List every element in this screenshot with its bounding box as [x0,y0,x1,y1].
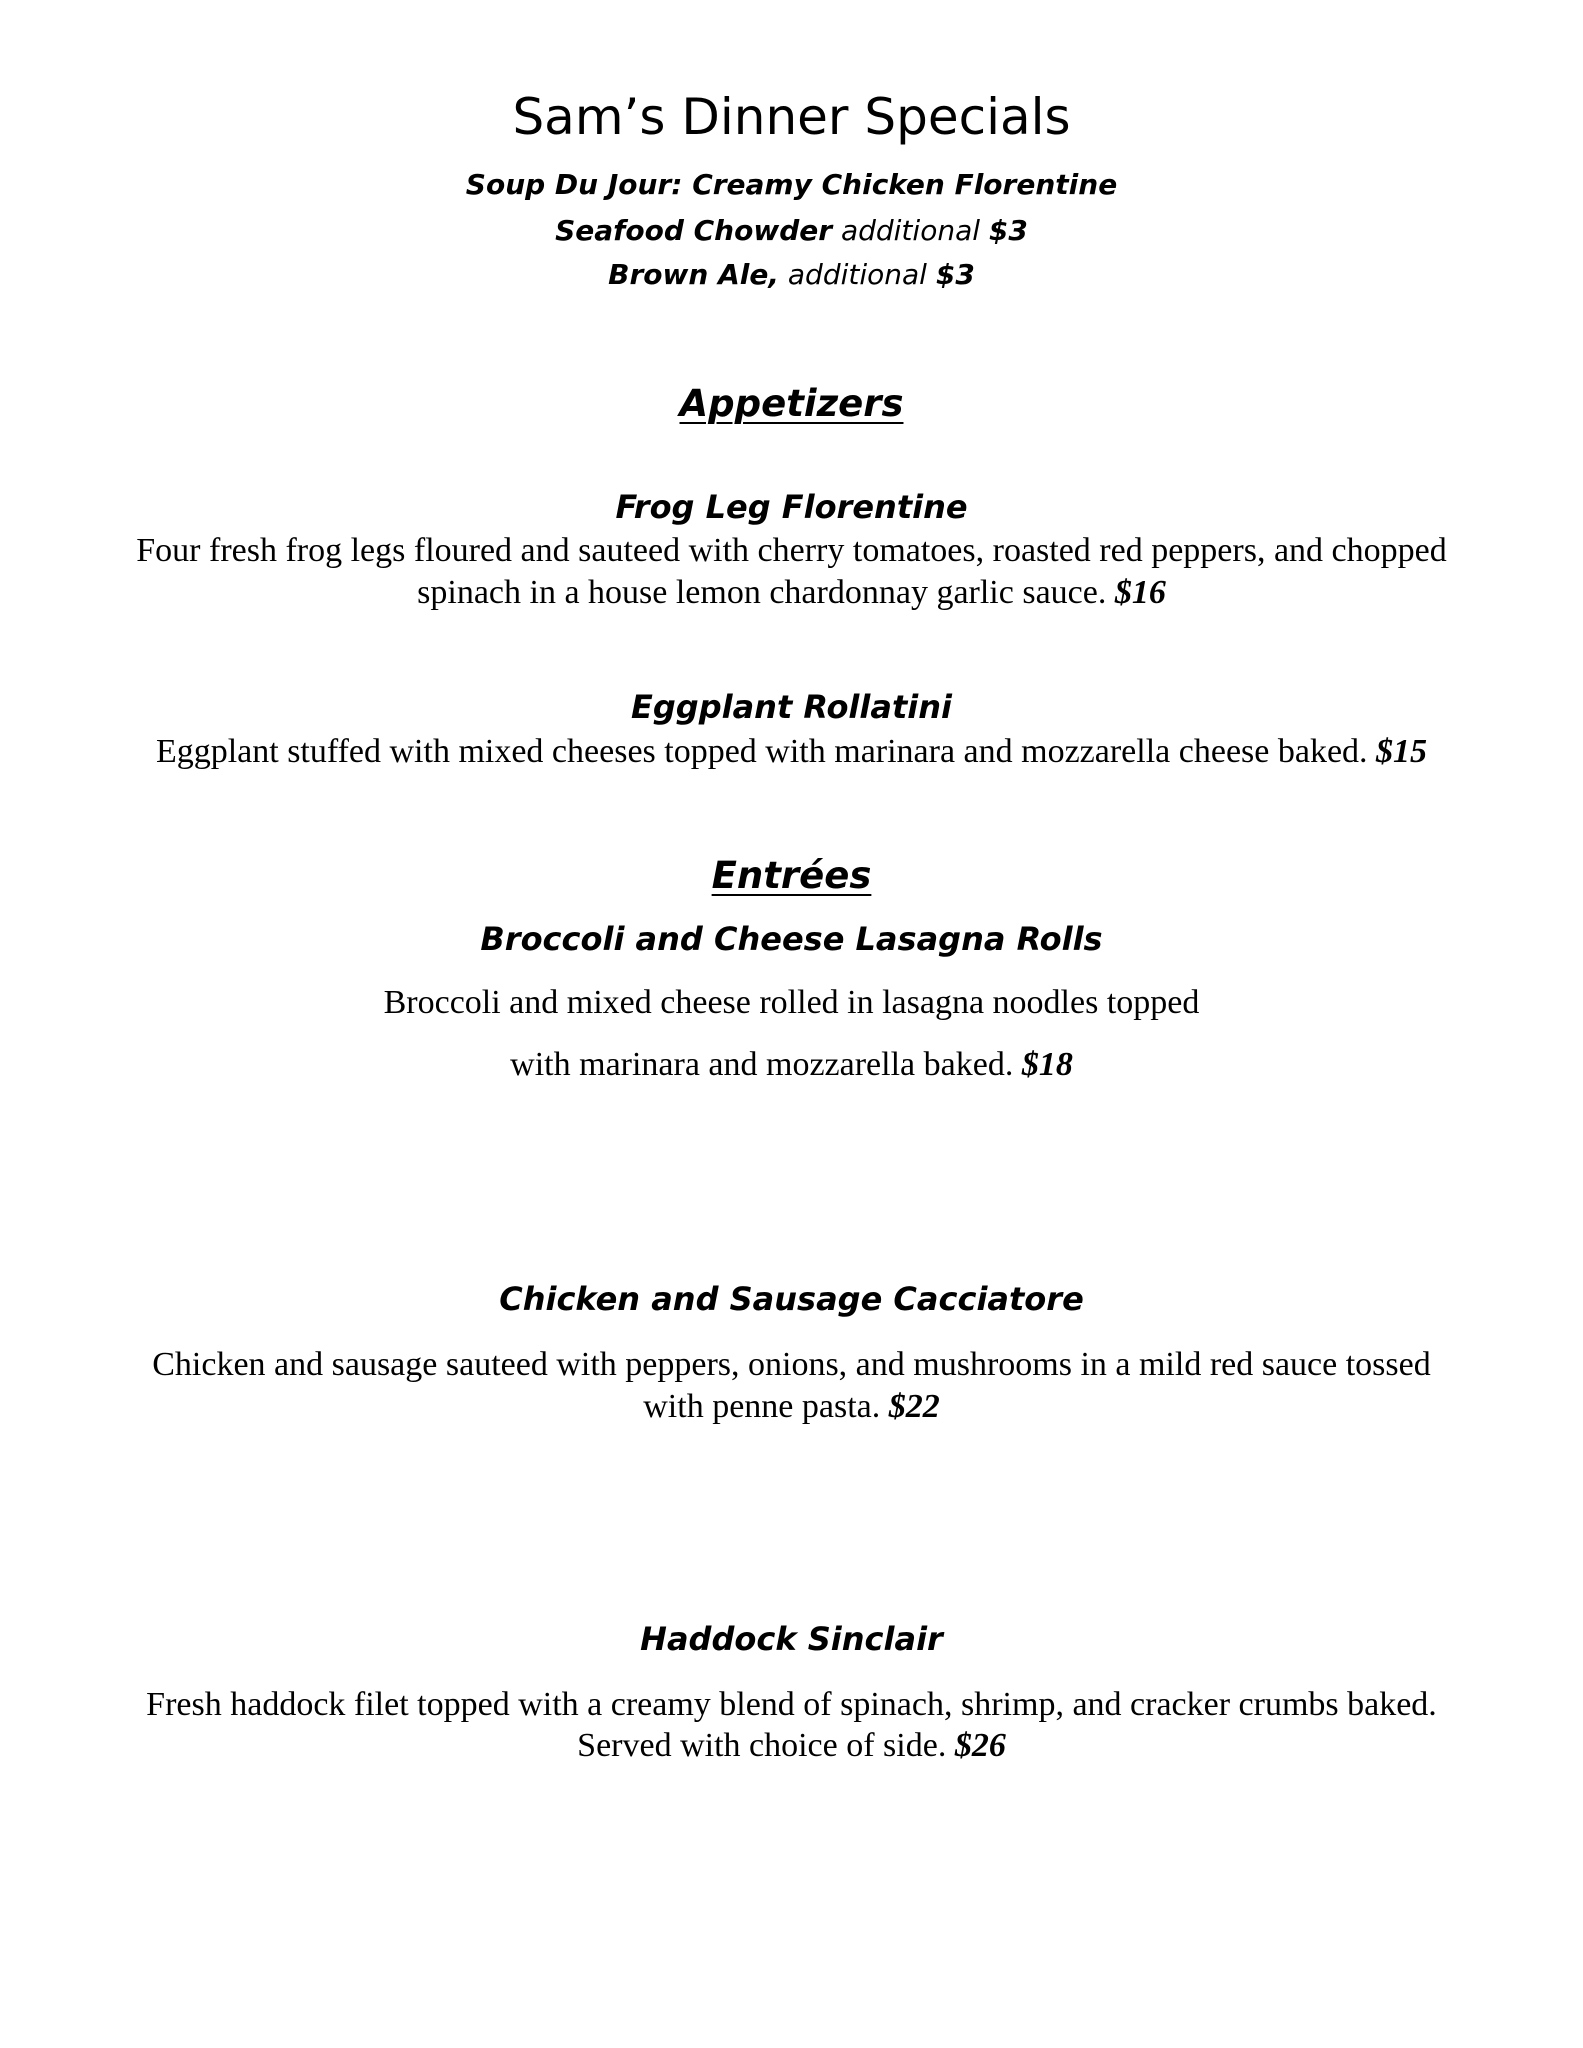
dish-description-line [0,1725,1583,1767]
dish-name: Frog Leg Florentine [615,488,968,526]
menu-title: Sam’s Dinner Specials [512,88,1071,146]
dish-description-text: with penne pasta. [643,1388,889,1425]
dish-name: Broccoli and Cheese Lasagna Rolls [480,920,1103,958]
brown-ale-note: additional [779,258,936,291]
brown-ale-price: $3 [935,258,975,291]
dish-price: $15 [1376,733,1428,770]
seafood-chowder-line [0,214,1583,247]
dish-price: $16 [1114,574,1166,611]
dish-name: Chicken and Sausage Cacciatore [499,1280,1084,1318]
dish-description-line [0,731,1583,773]
dish-description-line: Fresh haddock filet topped with a creamy blend of spinach, shrimp, and cracker crumbs baked. [146,1686,1437,1723]
dish-price: $26 [954,1727,1006,1764]
dish-description-text: with marinara and mozzarella baked. [510,1046,1022,1083]
brown-ale-name: Brown Ale, [608,258,779,291]
dish-description-line: Chicken and sausage sauteed with peppers, onions, and mushrooms in a mild red sauce tossed [152,1346,1431,1383]
appetizers-heading: Appetizers [679,382,904,425]
dish-description-text: Eggplant stuffed with mixed cheeses topped with marinara and mozzarella cheese baked. [155,733,1377,770]
soup-du-jour: Soup Du Jour: Creamy Chicken Florentine [465,168,1118,201]
dish-description-line [0,572,1583,614]
dish-description-line: Broccoli and mixed cheese rolled in lasagna noodles topped [383,984,1200,1021]
dish-name: Haddock Sinclair [640,1620,943,1658]
dish-price: $18 [1021,1046,1073,1083]
seafood-chowder-name: Seafood Chowder [555,214,833,247]
brown-ale-line [0,258,1583,291]
dish-price: $22 [888,1388,940,1425]
dish-description-line [0,1386,1583,1428]
dish-description-line: Four fresh frog legs floured and sauteed with cherry tomatoes, roasted red peppers, and chopped [136,532,1447,569]
seafood-chowder-note: additional [832,214,989,247]
seafood-chowder-price: $3 [988,214,1028,247]
dish-description-line [0,1044,1583,1086]
dish-name: Eggplant Rollatini [631,688,952,726]
dish-description-text: Served with choice of side. [577,1727,955,1764]
dish-description-text: spinach in a house lemon chardonnay garlic sauce. [417,574,1115,611]
entrees-heading: Entrées [711,854,872,897]
